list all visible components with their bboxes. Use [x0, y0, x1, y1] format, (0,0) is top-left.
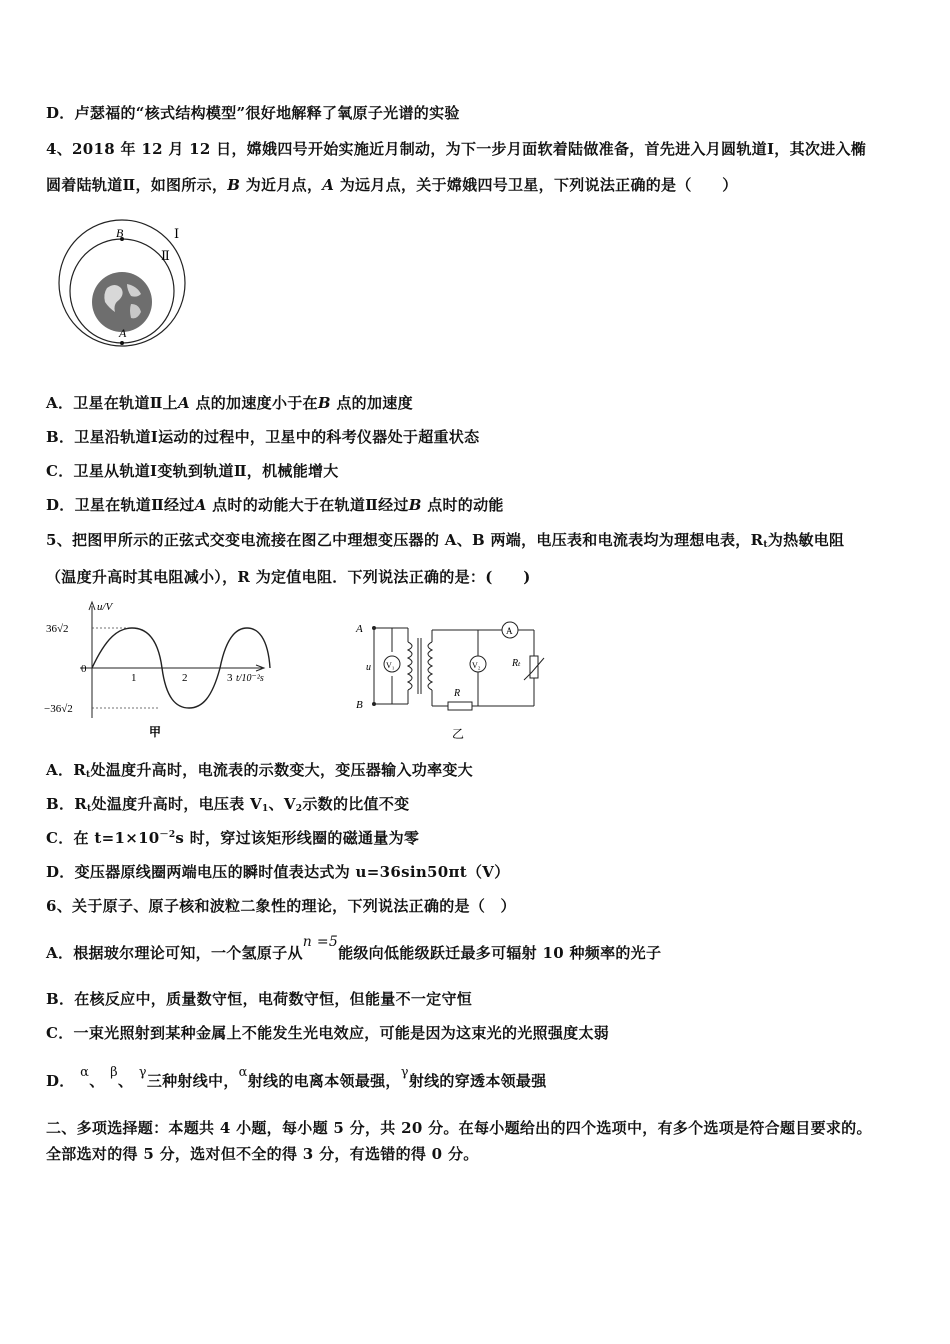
svg-text:Rₜ: Rₜ [512, 658, 521, 669]
q5-stem-line1: 5、把图甲所示的正弦式交变电流接在图乙中理想变压器的 A、B 两端，电压表和电流表均为理想电表，$R_t$为热敏电阻 [46, 531, 845, 550]
tick-3: 3 [227, 672, 233, 684]
q6-option-a: A．根据玻尔理论可知，一个氢原子从n =5能级向低能级跃迁最多可辐射 10 种频率的光子 [46, 934, 662, 962]
label-I: Ⅰ [174, 226, 180, 241]
q6-stem: 6、关于原子、原子核和波粒二象性的理论，下列说法正确的是（ ） [46, 897, 516, 915]
section2-line2: 全部选对的得 5 分，选对但不全的得 3 分，有选错的得 0 分。 [46, 1145, 479, 1163]
q5-stem-line2: （温度升高时其电阻减小），R 为定值电阻．下列说法正确的是：( ) [46, 568, 531, 586]
q4-option-a: A．卫星在轨道Ⅱ上A 点的加速度小于在B 点的加速度 [46, 394, 413, 412]
transformer-circuit [352, 616, 552, 744]
terminal-B: B [356, 699, 363, 711]
svg-text:R: R [454, 688, 461, 699]
tick-2: 2 [182, 672, 188, 684]
q4-option-d: D．卫星在轨道Ⅱ经过A 点时的动能大于在轨道Ⅱ经过B 点时的动能 [46, 496, 504, 514]
q5-option-a: A．$R_t$处温度升高时，电流表的示数变大，变压器输入功率变大 [46, 761, 473, 780]
label-A: A [119, 326, 127, 340]
tick-1: 1 [131, 672, 137, 684]
label-u: u [366, 662, 371, 673]
q5-option-d: D．变压器原线圈两端电压的瞬时值表达式为 u=36sin50πt（V） [46, 863, 510, 881]
svg-text:A: A [506, 626, 513, 636]
orbit-figure [55, 218, 205, 353]
graph-caption: 甲 [149, 725, 162, 739]
point-A [120, 341, 124, 345]
q4-stem-line1: 4、2018 年 12 月 12 日，嫦娥四号开始实施近月制动，为下一步月面软着陆做准备，首先进入月圆轨道Ⅰ，其次进入椭 [46, 140, 867, 158]
y-axis-label: u/V [97, 601, 113, 613]
terminal-A: A [356, 623, 363, 635]
q4-option-b: B．卫星沿轨道Ⅰ运动的过程中，卫星中的科考仪器处于超重状态 [46, 428, 480, 446]
section2-line1: 二、多项选择题：本题共 4 小题，每小题 5 分，共 20 分。在每小题给出的四个选项中，有多个选项是符合题目要求的。 [46, 1119, 872, 1137]
label-B: B [116, 226, 124, 240]
circuit-caption: 乙 [452, 727, 465, 741]
q6-option-b: B．在核反应中，质量数守恒，电荷数守恒，但能量不一定守恒 [46, 990, 473, 1008]
q5-option-c: C．在 $t=1\times 10^{-2}s$ 时，穿过该矩形线圈的磁通量为零 [46, 829, 420, 847]
q3-option-d: D．卢瑟福的“核式结构模型”很好地解释了氧原子光谱的实验 [46, 104, 460, 122]
q6-option-d: D． α、 β、 γ三种射线中，α射线的电离本领最强，γ射线的穿透本领最强 [46, 1065, 547, 1090]
y-min-label: −36√2 [44, 703, 73, 715]
svg-text:V₂: V₂ [472, 661, 481, 670]
q4-stem-line2: 圆着陆轨道Ⅱ，如图所示，B 为近月点，A 为远月点，关于嫦娥四号卫星，下列说法正确的是（ ） [46, 176, 738, 194]
q4-option-c: C．卫星从轨道Ⅰ变轨到轨道Ⅱ，机械能增大 [46, 462, 339, 480]
label-II: Ⅱ [161, 248, 170, 263]
moon-globe-icon [92, 272, 152, 332]
x-axis-label: t/10⁻²s [236, 673, 264, 684]
y-max-label: 36√2 [46, 623, 69, 635]
voltage-graph [44, 598, 284, 740]
q5-option-b: B．$R_t$处温度升高时，电压表 $V_1$、$V_2$示数的比值不变 [46, 795, 410, 814]
primary-coil [408, 642, 412, 690]
q6-option-c: C．一束光照射到某种金属上不能发生光电效应，可能是因为这束光的光照强度太弱 [46, 1024, 610, 1042]
origin-label: 0 [81, 663, 87, 675]
svg-text:V₁: V₁ [386, 661, 395, 670]
resistor-R [448, 702, 472, 710]
secondary-coil [428, 642, 432, 690]
